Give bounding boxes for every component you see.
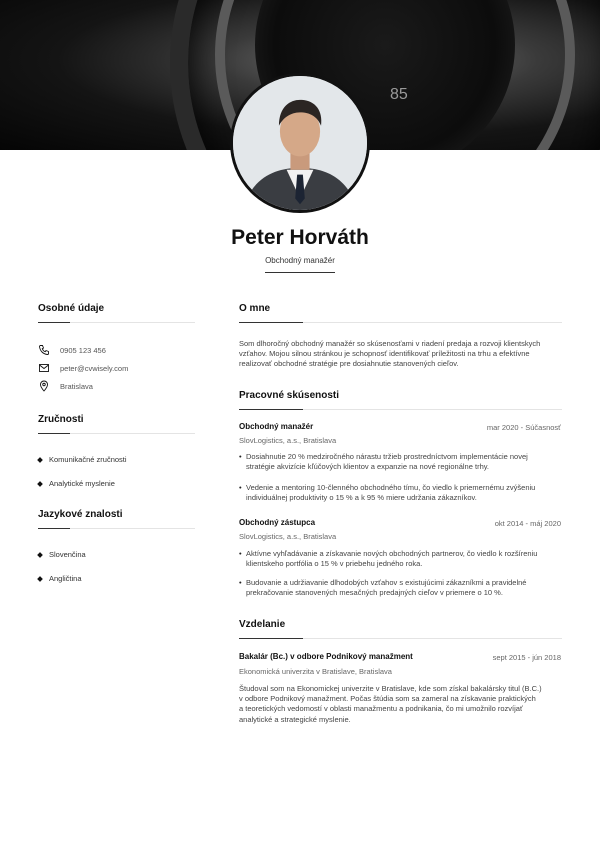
skill-label: Analytické myslenie	[49, 479, 115, 488]
job-dates: mar 2020 - Súčasnosť	[486, 423, 561, 432]
job-position: Obchodný zástupca	[239, 518, 316, 527]
section-rule	[38, 433, 70, 434]
about-line: Som dlhoročný obchodný manažér so skúsenosťami v riadení predaja a rozvoji klientskych	[239, 339, 541, 348]
section-line	[303, 322, 562, 323]
job-title: Obchodný manažér	[265, 256, 335, 265]
contact-phone	[38, 344, 106, 356]
section-line	[70, 528, 195, 529]
lens-focal-label: 85	[390, 86, 408, 103]
section-line	[70, 433, 195, 434]
job-position: Obchodný manažér	[239, 422, 314, 431]
job-achievement: • Dosiahnutie 20 % medziročného nárastu tržieb prostredníctvom implementácie novej stratégie akvizície kľúčových klientov a expanzie na nové regionálne trhy.	[239, 452, 569, 472]
personal-info-heading: Osobné údaje	[38, 303, 105, 314]
about-text	[239, 339, 569, 370]
language-label: Slovenčina	[49, 550, 86, 559]
title-divider	[265, 272, 335, 273]
diamond-bullet-icon	[37, 457, 43, 463]
education-heading: Vzdelanie	[239, 619, 286, 630]
section-line	[70, 322, 195, 323]
experience-heading: Pracovné skúsenosti	[239, 390, 340, 401]
language-item	[38, 550, 86, 559]
avatar	[230, 73, 370, 213]
about-line: realizovať obchodné stratégie pre dosiahnutie stanovených cieľov.	[239, 359, 459, 369]
about-heading: O mne	[239, 303, 271, 314]
language-label: Angličtina	[49, 574, 82, 583]
job-achievement: • Aktívne vyhľadávanie a získavanie nových obchodných partnerov, čo viedlo k rozšíreniu klientskeho portfólia o 15 % v priebehu jedného roka.	[239, 549, 569, 569]
person-name: Peter Horváth	[231, 226, 369, 249]
section-line	[303, 638, 562, 639]
section-rule	[239, 409, 303, 410]
contact-location	[38, 380, 93, 392]
contact-email	[38, 362, 128, 374]
about-line: vzťahov. Mojou silnou stránkou je schopnosť identifikovať príležitosti na trhu a efektívne	[239, 349, 530, 359]
section-rule	[239, 638, 303, 639]
education-line: a teoretických vedomostí v oblasti manažmentu a podnikania, čo mi umožnilo rozvíjať	[239, 704, 523, 714]
diamond-bullet-icon	[37, 576, 43, 582]
phone-icon	[38, 344, 50, 356]
section-rule	[38, 528, 70, 529]
phone-number: 0905 123 456	[60, 345, 106, 355]
education-line: analytické a strategické myslenie.	[239, 714, 351, 724]
section-line	[303, 409, 562, 410]
skill-item	[38, 455, 127, 464]
school-name: Ekonomická univerzita v Bratislave, Bratislava	[239, 667, 392, 676]
education-dates: sept 2015 - jún 2018	[492, 653, 561, 662]
education-description	[239, 684, 569, 725]
job-company: SlovLogistics, a.s., Bratislava	[239, 532, 337, 541]
diamond-bullet-icon	[37, 481, 43, 487]
person-portrait-icon	[233, 76, 367, 210]
job-dates: okt 2014 - máj 2020	[494, 519, 561, 528]
language-item	[38, 574, 82, 583]
mail-icon	[38, 362, 50, 374]
job-company: SlovLogistics, a.s., Bratislava	[239, 436, 337, 445]
section-rule	[239, 322, 303, 323]
skills-heading: Zručnosti	[38, 414, 84, 425]
languages-heading: Jazykové znalosti	[38, 509, 123, 520]
skill-item	[38, 479, 115, 488]
skill-label: Komunikačné zručnosti	[49, 455, 127, 464]
section-rule	[38, 322, 70, 323]
location-pin-icon	[38, 380, 50, 392]
degree-title: Bakalár (Bc.) v odbore Podnikový manažment	[239, 652, 413, 661]
job-achievement: • Budovanie a udržiavanie dlhodobých vzťahov s existujúcimi zákazníkmi a pravidelné prekračovanie stanovených mesačných predajných cieľov v priemere o 10 %.	[239, 578, 569, 598]
job-achievement: • Vedenie a mentoring 10-členného obchodného tímu, čo viedlo k priemernému zvýšeniu individuálnej produktivity o 15 % a k 95 % miere udržania zákazníkov.	[239, 483, 569, 503]
diamond-bullet-icon	[37, 552, 43, 558]
email-address[interactable]: peter@cvwisely.com	[60, 363, 129, 373]
education-line: v odbore Podnikový manažment. Počas štúdia som sa zameral na získavanie praktických	[239, 694, 536, 704]
education-line: Študoval som na Ekonomickej univerzite v Bratislave, kde som získal bakalársky titul (B.C.)	[239, 684, 542, 693]
location-text: Bratislava	[60, 381, 93, 391]
